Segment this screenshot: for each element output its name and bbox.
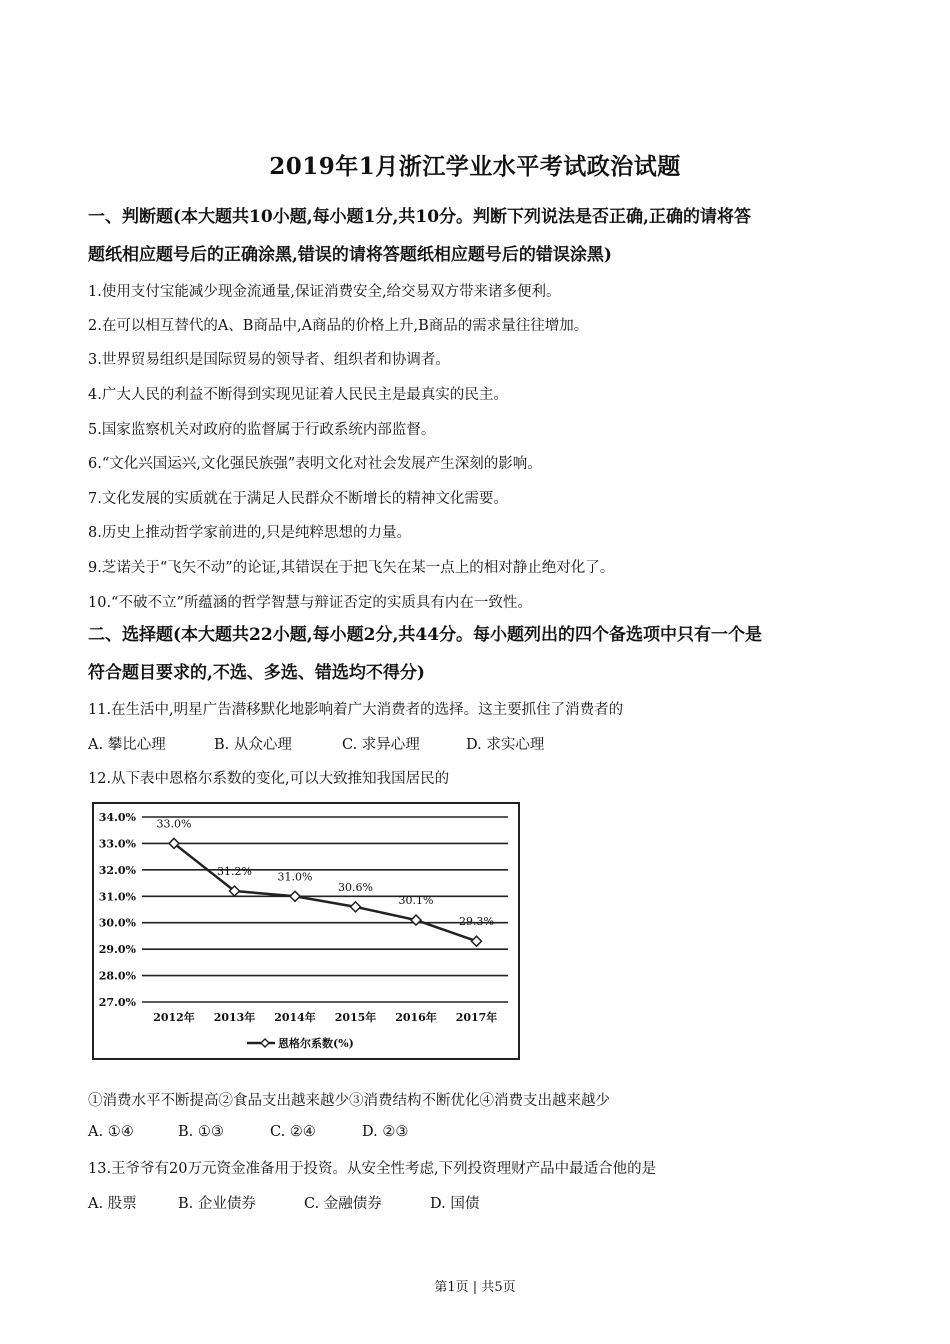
data-label: 30.6% [338, 880, 373, 894]
question-2: 2.在可以相互替代的A、B商品中,A商品的价格上升,B商品的需求量往往增加。 [88, 318, 589, 334]
legend-marker [261, 1039, 269, 1047]
x-tick-label: 2014年 [274, 1011, 316, 1024]
y-tick-label: 32.0% [98, 863, 136, 877]
data-label: 30.1% [398, 894, 434, 908]
question-6: 6.“文化兴国运兴,文化强民族强”表明文化对社会发展产生深刻的影响。 [88, 456, 542, 472]
question-12-stem: 12.从下表中恩格尔系数的变化,可以大致推知我国居民的 [88, 771, 450, 787]
data-label: 31.2% [217, 865, 252, 878]
page-footer: 第1页 | 共5页 [434, 1280, 516, 1295]
data-label: 31.0% [277, 870, 313, 884]
question-3: 3.世界贸易组织是国际贸易的领导者、组织者和协调者。 [88, 352, 450, 368]
question-10: 10.“不破不立”所蕴涵的哲学智慧与辩证否定的实质具有内在一致性。 [88, 595, 532, 611]
section-1-heading-line-2: 题纸相应题号后的正确涂黑,错误的请将答题纸相应题号后的错误涂黑) [88, 245, 612, 265]
q12-option-c: C. ②④ [270, 1124, 316, 1140]
question-9: 9.芝诺关于“飞矢不动”的论证,其错误在于把飞矢在某一点上的相对静止绝对化了。 [88, 560, 615, 576]
q11-option-d: D. 求实心理 [466, 737, 545, 753]
q13-option-a: A. 股票 [88, 1196, 137, 1212]
x-tick-label: 2012年 [153, 1011, 195, 1024]
question-13-options [88, 1192, 479, 1213]
x-tick-label: 2017年 [455, 1011, 498, 1024]
y-tick-label: 33.0% [98, 837, 136, 851]
y-tick-label: 27.0% [98, 996, 136, 1009]
data-label: 33.0% [156, 817, 192, 831]
q11-option-c: C. 求异心理 [342, 737, 420, 753]
question-12-statements: ①消费水平不断提高②食品支出越来越少③消费结构不断优化④消费支出越来越少 [88, 1093, 610, 1109]
y-tick-label: 30.0% [98, 916, 136, 930]
y-tick-label: 29.0% [98, 943, 136, 957]
y-tick-label: 34.0% [98, 811, 136, 824]
series-line [174, 843, 477, 941]
question-11-stem: 11.在生活中,明星广告潜移默化地影响着广大消费者的选择。这主要抓住了消费者的 [88, 702, 624, 718]
data-label: 29.3% [459, 915, 494, 929]
data-point [472, 936, 482, 946]
y-tick-label: 28.0% [98, 969, 136, 983]
question-13-stem: 13.王爷爷有20万元资金准备用于投资。从安全性考虑,下列投资理财产品中最适合他的是 [88, 1161, 657, 1177]
engel-coefficient-chart-svg [94, 804, 518, 1058]
x-tick-label: 2015年 [334, 1011, 377, 1024]
y-tick-label: 31.0% [98, 890, 136, 904]
engel-coefficient-chart [92, 802, 520, 1060]
question-11-options [88, 733, 544, 754]
q11-option-a: A. 攀比心理 [88, 737, 166, 753]
legend-label: 恩格尔系数(%) [278, 1037, 354, 1050]
question-8: 8.历史上推动哲学家前进的,只是纯粹思想的力量。 [88, 525, 411, 541]
question-1: 1.使用支付宝能减少现金流通量,保证消费安全,给交易双方带来诸多便利。 [88, 284, 561, 300]
question-12-options [88, 1124, 408, 1140]
page-title: 2019年1月浙江学业水平考试政治试题 [269, 153, 681, 180]
question-5: 5.国家监察机关对政府的监督属于行政系统内部监督。 [88, 422, 436, 438]
section-1-heading-line-1: 一、判断题(本大题共10小题,每小题1分,共10分。判断下列说法是否正确,正确的请将答 [88, 207, 751, 227]
q11-option-b: B. 从众心理 [214, 737, 292, 753]
section-2-heading [88, 616, 863, 692]
question-4: 4.广大人民的利益不断得到实现见证着人民民主是最真实的民主。 [88, 387, 508, 403]
q13-option-b: B. 企业债券 [178, 1196, 256, 1212]
section-1-heading [88, 198, 863, 274]
x-tick-label: 2013年 [213, 1011, 256, 1024]
q12-option-d: D. ②③ [362, 1124, 409, 1140]
section-2-heading-line-1: 二、选择题(本大题共22小题,每小题2分,共44分。每小题列出的四个备选项中只有一个是 [88, 625, 763, 645]
question-7: 7.文化发展的实质就在于满足人民群众不断增长的精神文化需要。 [88, 491, 508, 507]
data-point [411, 915, 421, 925]
q13-option-c: C. 金融债券 [304, 1196, 382, 1212]
q12-option-a: A. ①④ [88, 1124, 134, 1140]
data-point [351, 902, 361, 912]
q12-option-b: B. ①③ [178, 1124, 224, 1140]
section-2-heading-line-2: 符合题目要求的,不选、多选、错选均不得分) [88, 663, 425, 683]
x-tick-label: 2016年 [395, 1011, 437, 1024]
q13-option-d: D. 国债 [430, 1196, 480, 1212]
data-point [290, 891, 300, 901]
